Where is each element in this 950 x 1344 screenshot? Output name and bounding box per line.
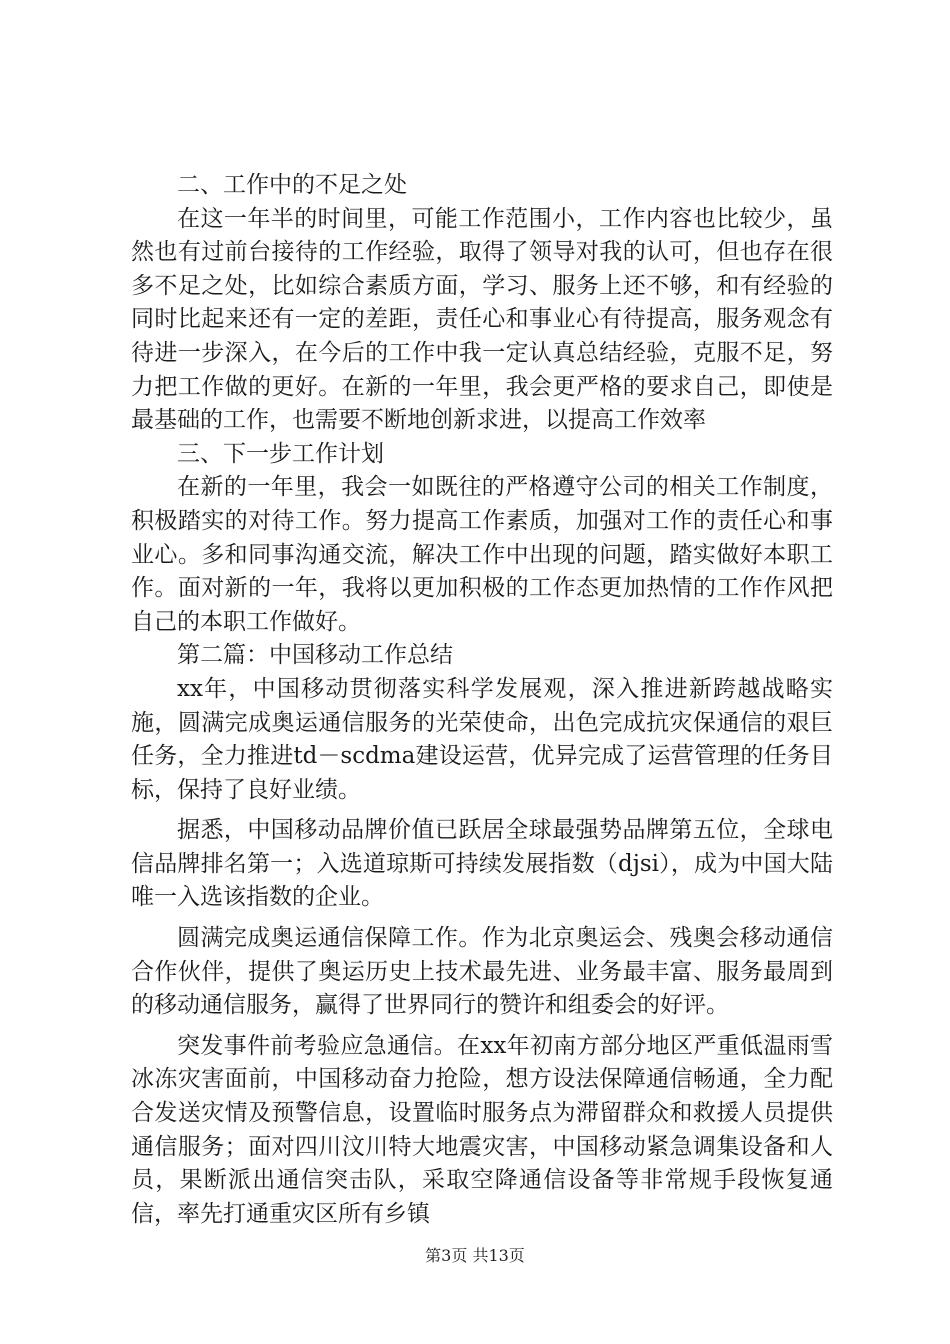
body-paragraph: 突发事件前考验应急通信。在xx年初南方部分地区严重低温雨雪冰冻灾害面前，中国移动奋力抢险，想方设法保障通信畅通，全力配合发送灾情及预警信息，设置临时服务点为滞留群众和救援人员提供通信服务；面对四川汶川特大地震灾害，中国移动紧急调集设备和人员，果断派出通信突击队，采取空降通信设备等非常规手段恢复通信，率先打通重灾区所有乡镇 bbox=[131, 1032, 833, 1227]
body-paragraph: 在这一年半的时间里，可能工作范围小，工作内容也比较少，虽然也有过前台接待的工作经验，取得了领导对我的认可，但也存在很多不足之处，比如综合素质方面，学习、服务上还不够，和有经验的同时比起来还有一定的差距，责任心和事业心有待提高，服务观念有待进一步深入，在今后的工作中我一定认真总结经验，克服不足，努力把工作做的更好。在新的一年里，我会更严格的要求自己，即使是最基础的工作，也需要不断地创新求进，以提高工作效率 bbox=[131, 205, 833, 434]
article-title: 第二篇：中国移动工作总结 bbox=[177, 642, 453, 669]
section-heading: 三、下一步工作计划 bbox=[177, 440, 384, 467]
body-paragraph: xx年，中国移动贯彻落实科学发展观，深入推进新跨越战略实施，圆满完成奥运通信服务的光荣使命，出色完成抗灾保通信的艰巨任务，全力推进td－scdma建设运营，优异完成了运营管理的任务目标，保持了良好业绩。 bbox=[131, 675, 833, 803]
body-paragraph: 在新的一年里，我会一如既往的严格遵守公司的相关工作制度，积极踏实的对待工作。努力提高工作素质，加强对工作的责任心和事业心。多和同事沟通交流，解决工作中出现的问题，踏实做好本职工作。面对新的一年，我将以更加积极的工作态更加热情的工作作风把自己的本职工作做好。 bbox=[131, 474, 833, 635]
body-paragraph: 据悉，中国移动品牌价值已跃居全球最强势品牌第五位，全球电信品牌排名第一；入选道琼斯可持续发展指数（djsi），成为中国大陆唯一入选该指数的企业。 bbox=[131, 817, 833, 911]
section-heading: 二、工作中的不足之处 bbox=[177, 172, 407, 198]
body-paragraph: 圆满完成奥运通信保障工作。作为北京奥运会、残奥会移动通信合作伙伴，提供了奥运历史上技术最先进、业务最丰富、服务最周到的移动通信服务，赢得了世界同行的赞许和组委会的好评。 bbox=[131, 925, 833, 1019]
page-footer: 第3页 共13页 bbox=[425, 1246, 525, 1265]
document-body bbox=[131, 169, 833, 1231]
